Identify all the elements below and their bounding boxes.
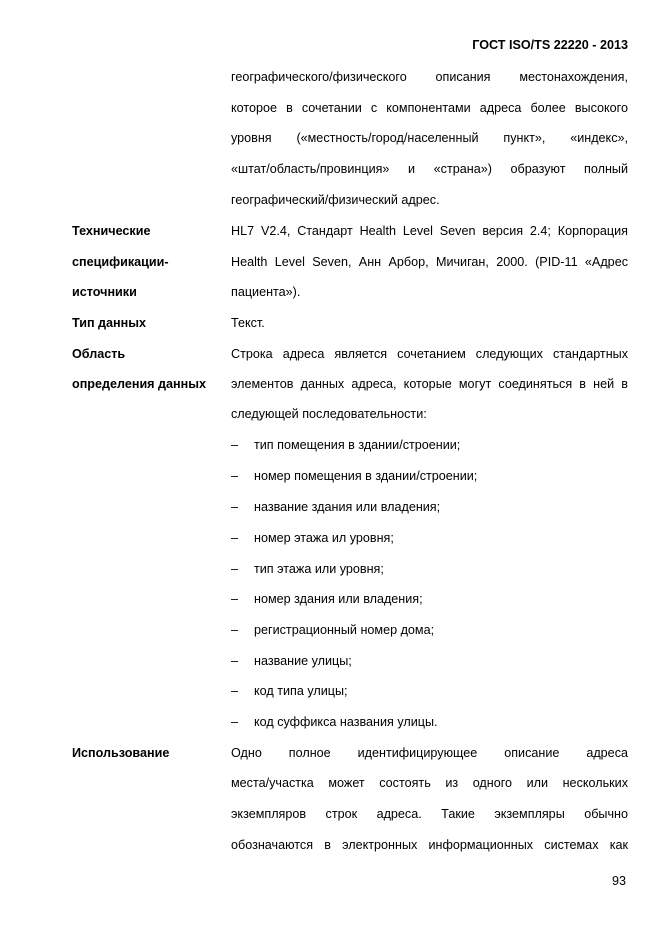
dash-marker: – (231, 623, 239, 637)
domain-label: определения данных (72, 377, 206, 391)
intro-line: которое в сочетании с компонентами адреса более высокого (231, 101, 628, 115)
dash-marker: – (231, 438, 239, 452)
usage-text: Одно полное идентифицирующее описание адреса (231, 746, 628, 760)
usage-text: обозначаются в электронных информационных системах как (231, 838, 628, 852)
list-item: – регистрационный номер дома; (231, 623, 435, 637)
dash-marker: – (231, 654, 239, 668)
tech-spec-label: Технические (72, 224, 151, 238)
dash-marker: – (231, 469, 239, 483)
usage-text: экземпляров строк адреса. Такие экземпляры обычно (231, 807, 628, 821)
usage-text: места/участка может состоять из одного или нескольких (231, 776, 628, 790)
intro-line: уровня («местность/город/населенный пункт», «индекс», (231, 131, 628, 145)
intro-line: «штат/область/провинция» и «страна») образуют полный (231, 162, 628, 176)
usage-label: Использование (72, 746, 170, 760)
dash-marker: – (231, 562, 239, 576)
tech-spec-label: источники (72, 285, 137, 299)
data-type-label: Тип данных (72, 316, 147, 330)
page-number: 93 (611, 874, 626, 888)
dash-marker: – (231, 592, 239, 606)
domain-text: Строка адреса является сочетанием следующих стандартных (231, 347, 628, 361)
tech-spec-text: HL7 V2.4, Стандарт Health Level Seven версия 2.4; Корпорация (231, 224, 628, 238)
list-item: – название здания или владения; (231, 500, 441, 514)
data-type-value: Текст. (231, 316, 265, 330)
domain-text: следующей последовательности: (231, 407, 427, 421)
tech-spec-label: спецификации- (72, 255, 169, 269)
list-item: – номер помещения в здании/строении; (231, 469, 478, 483)
dash-marker: – (231, 531, 239, 545)
list-item: – код суффикса названия улицы. (231, 715, 438, 729)
document-header: ГОСТ ISO/TS 22220 - 2013 (472, 38, 628, 52)
domain-text: элементов данных адреса, которые могут соединяться в ней в (231, 377, 628, 391)
list-item: – номер этажа ил уровня; (231, 531, 394, 545)
tech-spec-text: Health Level Seven, Анн Арбор, Мичиган, 2000. (PID-11 «Адрес (231, 255, 628, 269)
list-item: – номер здания или владения; (231, 592, 423, 606)
dash-marker: – (231, 684, 239, 698)
dash-marker: – (231, 500, 239, 514)
list-item: – тип этажа или уровня; (231, 562, 384, 576)
list-item: – тип помещения в здании/строении; (231, 438, 461, 452)
list-item: – код типа улицы; (231, 684, 348, 698)
tech-spec-text: пациента»). (231, 285, 301, 299)
domain-label: Область (72, 347, 126, 361)
dash-marker: – (231, 715, 239, 729)
list-item: – название улицы; (231, 654, 352, 668)
intro-line: географического/физического описания местонахождения, (231, 70, 628, 84)
intro-line: географический/физический адрес. (231, 193, 440, 207)
